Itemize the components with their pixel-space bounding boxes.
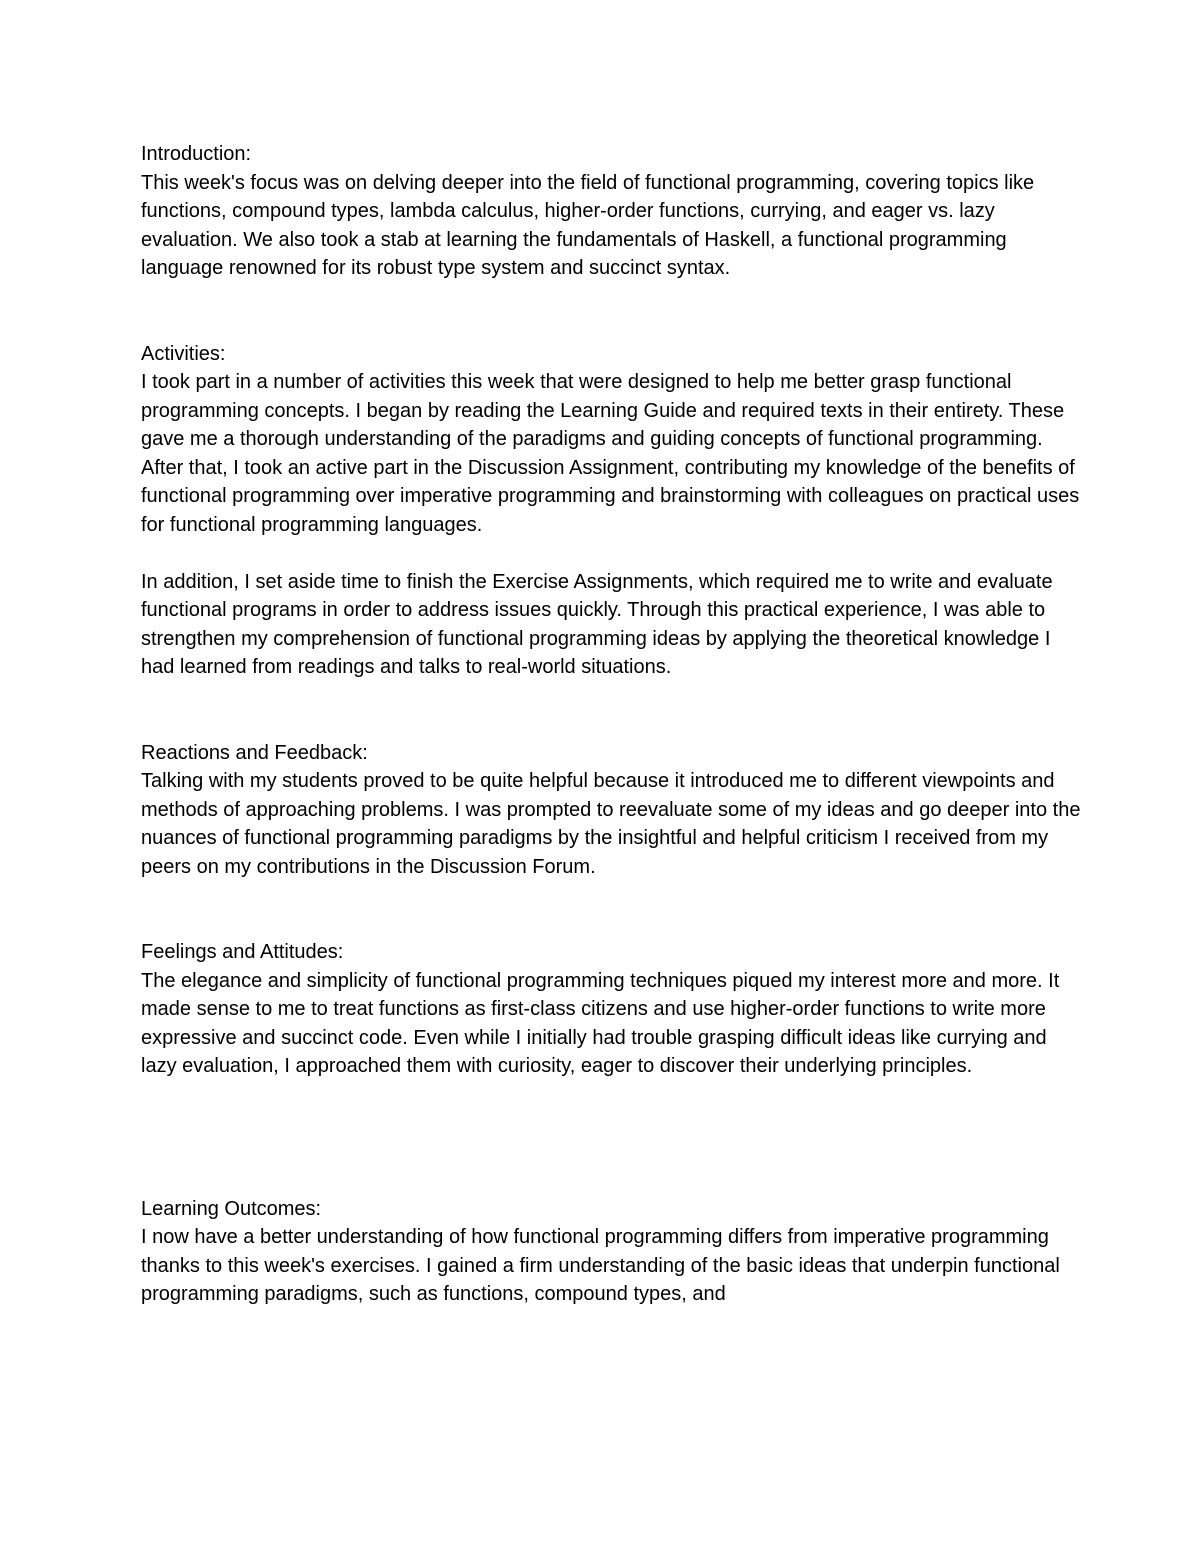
section-reactions-feedback bbox=[141, 739, 1081, 882]
section-heading: Activities: bbox=[141, 342, 226, 365]
section-paragraph: I now have a better understanding of how functional programming differs from imperative programming thanks to this week's exercises. I gained a firm understanding of the basic ideas that underpin functional programming paradigms, such as functions, compound types, and bbox=[141, 1226, 1060, 1305]
section-paragraph: I took part in a number of activities this week that were designed to help me better grasp functional programming concepts. I began by reading the Learning Guide and required texts in their entirety. These gave me a thorough understanding of the paradigms and guiding concepts of functional programming. After that, I took an active part in the Discussion Assignment, contributing my knowledge of the benefits of functional programming over imperative programming and brainstorming with colleagues on practical uses for functional programming languages. bbox=[141, 371, 1080, 536]
section-paragraph: In addition, I set aside time to finish the Exercise Assignments, which required me to write and evaluate functional programs in order to address issues quickly. Through this practical experience, I was able to strengthen my comprehension of functional programming ideas by applying the theoretical knowledge I had learned from readings and talks to real-world situations. bbox=[141, 570, 1053, 678]
document-body bbox=[141, 140, 1081, 1309]
section-spacer bbox=[141, 283, 1081, 340]
section-spacer bbox=[141, 682, 1081, 739]
section-introduction bbox=[141, 140, 1081, 283]
section-activities bbox=[141, 340, 1081, 682]
section-heading: Learning Outcomes: bbox=[141, 1197, 322, 1220]
section-heading: Reactions and Feedback: bbox=[141, 741, 368, 764]
section-feelings-attitudes bbox=[141, 938, 1081, 1081]
section-spacer bbox=[141, 881, 1081, 938]
section-paragraph: Talking with my students proved to be quite helpful because it introduced me to different viewpoints and methods of approaching problems. I was prompted to reevaluate some of my ideas and go deeper into the nuances of functional programming paradigms by the insightful and helpful criticism I received from my peers on my contributions in the Discussion Forum. bbox=[141, 770, 1081, 878]
section-heading: Feelings and Attitudes: bbox=[141, 941, 344, 963]
paragraph-spacer bbox=[141, 539, 1081, 568]
section-paragraph: The elegance and simplicity of functional programming techniques piqued my interest more and more. It made sense to me to treat functions as first-class citizens and use higher-order functions to write more expressive and succinct code. Even while I initially had trouble grasping difficult ideas like currying and lazy evaluation, I approached them with curiosity, eager to discover their underlying principles. bbox=[141, 969, 1060, 1077]
section-heading: Introduction: bbox=[141, 143, 252, 165]
section-spacer bbox=[141, 1081, 1081, 1195]
section-paragraph: This week's focus was on delving deeper into the field of functional programming, covering topics like functions, compound types, lambda calculus, higher-order functions, currying, and eager vs. lazy evaluation. We also took a stab at learning the fundamentals of Haskell, a functional programming language renowned for its robust type system and succinct syntax. bbox=[141, 171, 1035, 279]
section-learning-outcomes bbox=[141, 1195, 1081, 1309]
